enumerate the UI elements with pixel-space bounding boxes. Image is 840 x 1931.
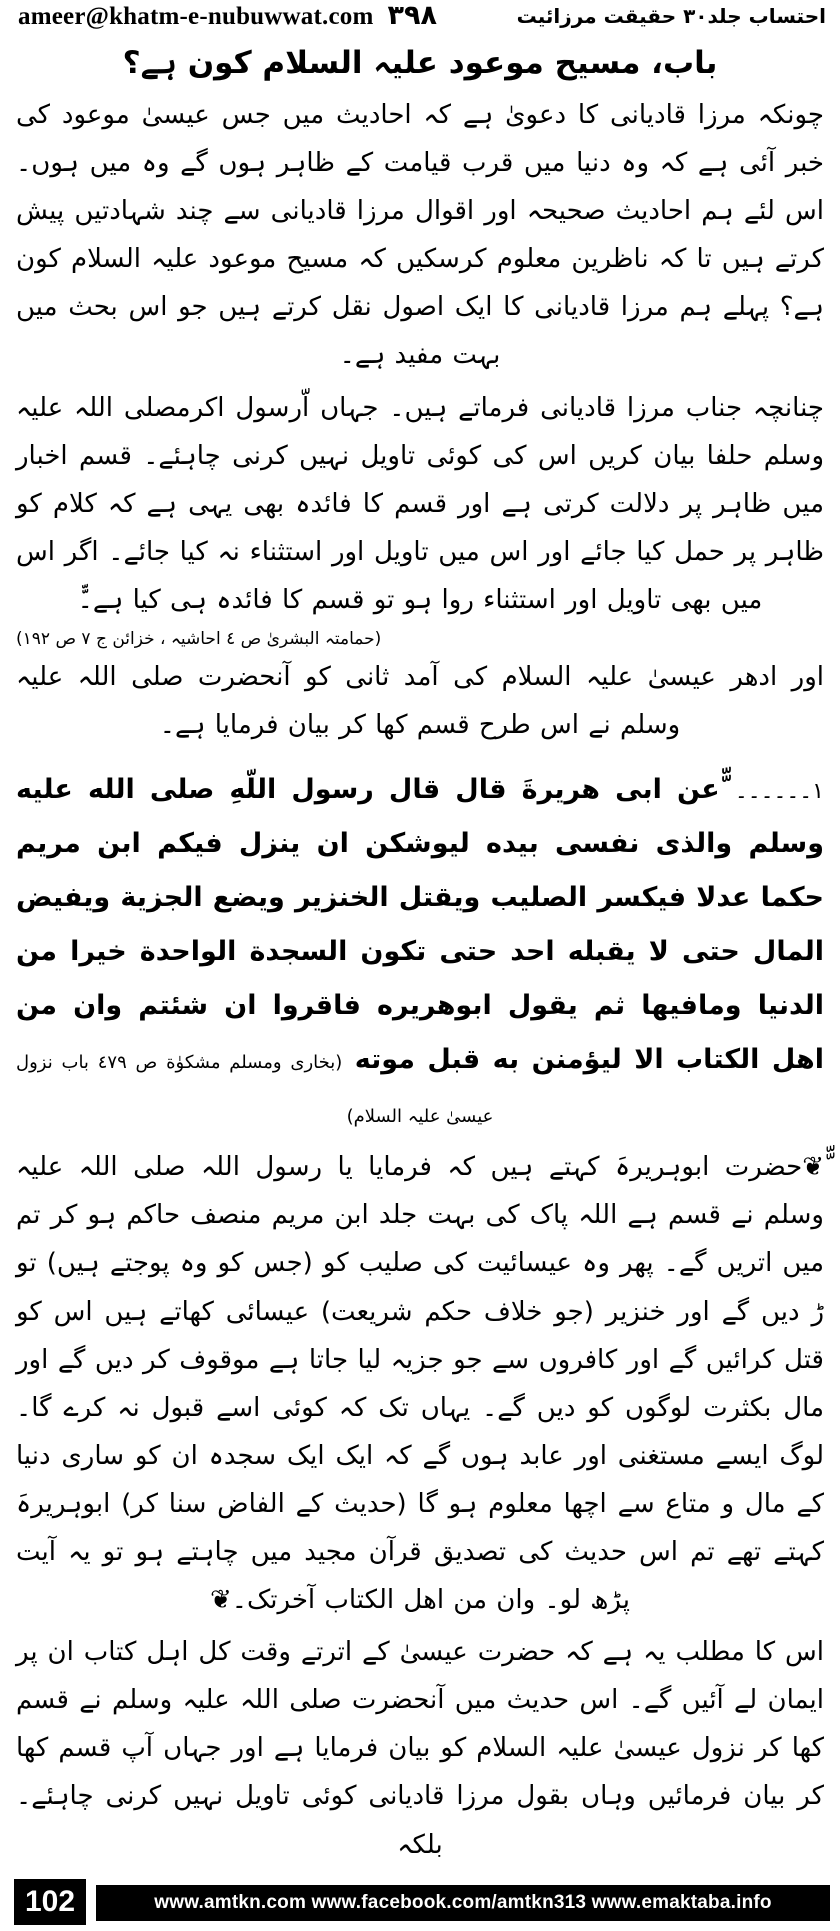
hadith-marker: ١۔۔۔۔۔۔ bbox=[734, 779, 824, 805]
book-title: احتساب جلد٣٠ حقیقت مرزائیت bbox=[516, 3, 826, 28]
arabic-page-number: ٣٩٨ bbox=[387, 0, 437, 31]
page-footer bbox=[0, 1879, 840, 1931]
footer-page-number: 102 bbox=[14, 1879, 86, 1925]
page-header bbox=[0, 0, 840, 31]
header-left-group bbox=[18, 0, 437, 31]
hadith-arabic-block bbox=[16, 763, 824, 1141]
footer-links[interactable]: www.amtkn.com www.facebook.com/amtkn313 www.emaktaba.info bbox=[154, 1891, 772, 1913]
paragraph-2: چنانچہ جناب مرزا قادیانی فرماتے ہیں۔ جہاں اّرسول اکرمصلی اللہ علیہ وسلم حلفا بیان کریں اس کی کوئی تاویل نہیں کرنی چاہئے۔ قسم اخبار میں ظاہر پر دلالت کرتی ہے اور قسم کا فائدہ بھی یہی ہے کہ کلام کو ظاہر پر حمل کیا جائے اور اس میں تاویل اور استثناء نہ کیا جائے۔ اگر اس میں بھی تاویل اور استثناء روا ہو تو قسم کا فائدہ ہی کیا ہے۔ّّ bbox=[16, 392, 824, 615]
translation-paragraph-2: اس کا مطلب یہ ہے کہ حضرت عیسیٰ کے اترتے وقت کل اہل کتاب ان پر ایمان لے آئیں گے۔ اس حدیث میں آنحضرت صلی اللہ علیہ وسلم نے قسم کھا کر نزول عیسیٰ علیہ السلام کو بیان فرمایا ہے اور جہاں آپ قسم کھا کر بیان فرمائیں وہاں بقول مرزا قادیانی کوئی تاویل نہیں کرنی چاہئے۔ بلکہ bbox=[16, 1637, 824, 1860]
hadith-citation: (بخاری ومسلم مشکوٰة ص ٤٧٩ باب نزول عیسیٰ علیہ السلام) bbox=[16, 1052, 494, 1128]
paragraph-after-citation: اور ادھر عیسیٰ علیہ السلام کی آمد ثانی کو آنحضرت صلی اللہ علیہ وسلم نے اس طرح قسم کھا کر بیان فرمایا ہے۔ bbox=[16, 662, 824, 741]
paragraph-1: چونکہ مرزا قادیانی کا دعویٰ ہے کہ احادیث میں جس عیسیٰ موعود کی خبر آئی ہے کہ وہ دنیا میں قرب قیامت کے ظاہر ہوں گے وہ میں ہوں۔ اس لئے ہم احادیث صحیحہ اور اقوال مرزا قادیانی سے چند شہادتیں پیش کرتے ہیں تا کہ ناظرین معلوم کرسکیں کہ مسیح موعود علیہ السلام کون ہے؟ پہلے ہم مرزا قادیانی کا ایک اصول نقل کرتے ہیں جو اس بحث میں بہت مفید ہے۔ bbox=[16, 100, 824, 371]
translation-paragraph-1: ّّ❦حضرت ابوہریرہَ کہتے ہیں کہ فرمایا یا رسول اللہ صلی اللہ علیہ وسلم نے قسم ہے اللہ پاک کی بہت جلد ابن مریم منصف حاکم ہو کر تم میں اتریں گے۔ پھر وہ عیسائیت کی صلیب کو (جس کو وہ پوجتے ہیں) تو ڑ دیں گے اور خنزیر (جو خلاف حکم شریعت) عیسائی کھاتے ہیں اس کو قتل کرائیں گے اور کافروں سے جو جزیہ لیا جاتا ہے موقوف کر دیں گے اور مال بکثرت لوگوں کو دیں گے۔ یہاں تک کہ کوئی اسے قبول نہ کرے گا۔ لوگ ایسے مستغنی اور عابد ہوں گے کہ ایک ایک سجدہ ان کو ساری دنیا کے مال و متاع سے اچھا معلوم ہو گا (حدیث کے الفاض سنا کر) ابوہریرہَ کہتے تھے تم اس حدیث کی تصدیق قرآن مجید میں چاہتے ہو تو یہ آیت پڑھ لو۔ وان من اهل الكتاب آخرتک۔❦ bbox=[16, 1152, 824, 1616]
hadith-arabic-text: ّّعن ابی هریرةَ قال قال رسول اللّهِ صلی الله علیه وسلم والذی نفسی بیده لیوشكن ان ینزل فیكم ابن مریم حكما عدلا فیكسر الصلیب ویقتل الخنزیر ویضع الجزیة ویفیض المال حتی لا یقبله احد حتی تكون السجدة الواحدة خیرا من الدنیا ومافیها ثم یقول ابوهریره فاقروا ان شئتم وان من اهل الكتاب الا لیؤمنن به قبل موته bbox=[16, 774, 824, 1076]
chapter-title: باب، مسیح موعود علیہ السلام کون ہے؟ bbox=[122, 45, 718, 81]
citation-1: (حمامتہ البشریٰ ص ٤ احاشیہ ، خزائن ج ٧ ص ١٩٢) bbox=[16, 629, 382, 650]
contact-email: ameer@khatm-e-nubuwwat.com bbox=[18, 3, 374, 30]
document-body bbox=[0, 31, 840, 1873]
footer-links-bar bbox=[96, 1885, 830, 1921]
